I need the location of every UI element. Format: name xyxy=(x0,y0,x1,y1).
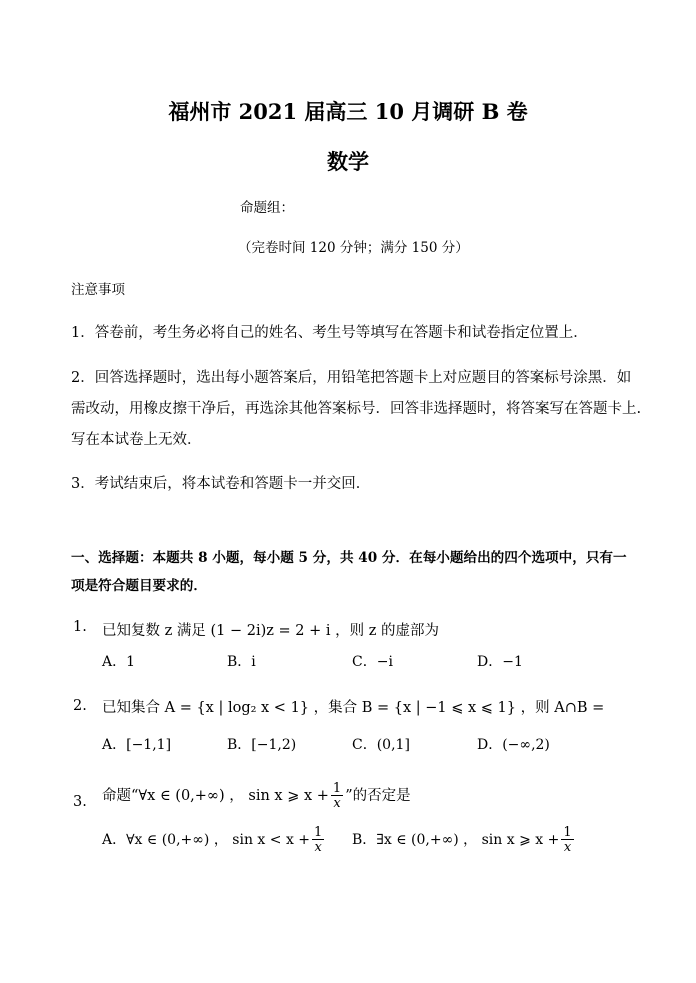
question-3-option-a xyxy=(102,826,326,854)
subject-title: 数学 xyxy=(327,149,369,174)
exam-title: 福州市 2021 届高三 10 月调研 B 卷 xyxy=(168,99,528,124)
notice-item-2-line1: 2．回答选择题时，选出每小题答案后，用铅笔把答题卡上对应题目的答案标号涂黑．如 xyxy=(71,370,632,386)
fraction-denominator: x xyxy=(314,840,322,855)
fraction-numerator: 1 xyxy=(332,781,342,796)
question-1-number: 1. xyxy=(73,619,87,635)
notice-item-2-line2: 需改动，用橡皮擦干净后，再选涂其他答案标号．回答非选择题时，将答案写在答题卡上. xyxy=(71,401,642,417)
question-2-option-b: B．[−1,2) xyxy=(227,737,297,753)
question-2-option-a: A．[−1,1] xyxy=(102,737,172,753)
time-note: （完卷时间 120 分钟；满分 150 分） xyxy=(238,240,469,256)
question-1-option-c: C．−i xyxy=(352,654,393,670)
question-2-stem: 已知集合 A = {x | log₂ x < 1} ，集合 B = {x | −1 ⩽ x ⩽ 1} ，则 A∩B = xyxy=(102,700,605,716)
section-heading-line1: 一、选择题：本题共 8 小题，每小题 5 分，共 40 分．在每小题给出的四个选项中，只有一 xyxy=(71,550,627,566)
question-3-stem xyxy=(102,782,411,810)
section-heading-line2: 项是符合题目要求的． xyxy=(71,578,207,594)
question-2-option-d: D．(−∞,2) xyxy=(477,737,550,753)
notice-item-1: 1．答卷前，考生务必将自己的姓名、考生号等填写在答题卡和试卷指定位置上． xyxy=(71,325,588,341)
question-1-option-b: B．i xyxy=(227,654,256,670)
author-label: 命题组： xyxy=(240,200,294,216)
fraction-denominator: x xyxy=(563,840,572,855)
notice-heading: 注意事项 xyxy=(71,282,125,298)
question-1-option-d: D．−1 xyxy=(477,654,523,670)
question-2-number: 2. xyxy=(73,698,87,714)
fraction-denominator: x xyxy=(333,796,341,811)
notice-item-3: 3．考试结束后，将本试卷和答题卡一并交回． xyxy=(71,476,371,492)
question-3-fraction xyxy=(331,782,343,810)
option-a-text: A．∀x ∈ (0,+∞) ， sin x < x + xyxy=(102,832,311,848)
question-1-option-a: A．1 xyxy=(102,654,136,670)
question-2-option-c: C．(0,1] xyxy=(352,737,410,753)
question-3-stem-suffix: ”的否定是 xyxy=(345,788,411,804)
option-b-fraction xyxy=(561,826,573,854)
option-a-fraction xyxy=(312,826,324,854)
option-b-text: B．∃x ∈ (0,+∞) ， sin x ⩾ x + xyxy=(352,832,560,848)
question-1-stem: 已知复数 z 满足 (1 − 2i)z = 2 + i ，则 z 的虚部为 xyxy=(102,623,439,639)
notice-item-2-line3: 写在本试卷上无效． xyxy=(71,432,202,448)
question-3-option-b xyxy=(352,826,576,854)
fraction-numerator: 1 xyxy=(563,825,572,840)
question-3-stem-prefix: 命题“∀x ∈ (0,+∞) ， sin x ⩾ x + xyxy=(102,788,329,804)
question-3-number: 3. xyxy=(73,794,87,810)
fraction-numerator: 1 xyxy=(314,825,323,840)
